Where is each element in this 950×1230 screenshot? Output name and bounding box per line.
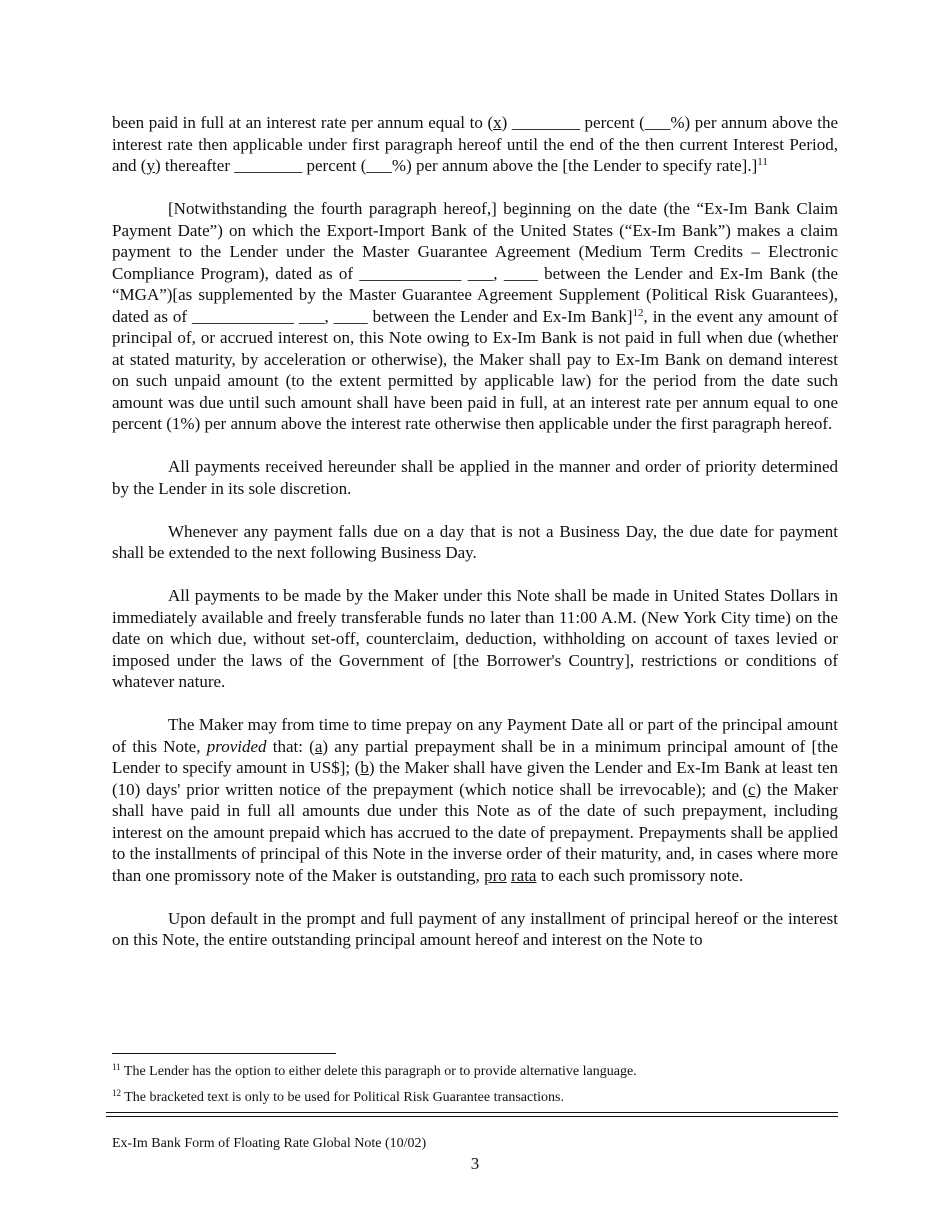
text-run: ) any partial prepayment shall be in a minimum principal amount of [the Lender to specify amount in US$]; (	[112, 736, 838, 777]
underlined-text: c	[747, 779, 756, 799]
paragraph	[112, 521, 838, 564]
text-run: ) thereafter ________ percent (___%) per annum above the [the Lender to specify rate].]	[154, 156, 758, 175]
text-run: that: (	[266, 736, 315, 756]
footnote-separator	[112, 1053, 336, 1054]
italic-text: provided	[206, 736, 267, 756]
footnote-reference: 12	[632, 306, 644, 319]
paragraph	[112, 456, 838, 499]
note-body	[112, 112, 838, 972]
footnote-number: 12	[112, 1088, 121, 1098]
footnote	[112, 1089, 838, 1107]
text-run: ) ________ percent (___%) per annum above the interest rate then applicable under first paragraph hereof until the end of the then current Interest Period, and (	[112, 113, 838, 175]
text-run: ) the Maker shall have given the Lender and Ex-Im Bank at least ten (10) days' prior written notice of the prepayment (which notice shall be irrevocable); and (	[112, 758, 839, 799]
text-run: Upon default in the prompt and full payment of any installment of principal hereof or the interest on this Note, the entire outstanding principal amount hereof and interest on the Note to	[112, 908, 838, 949]
underlined-text: y	[146, 156, 155, 175]
footnote	[112, 1063, 838, 1081]
underlined-text: pro	[484, 865, 507, 885]
footnote-reference: 11	[757, 156, 768, 168]
text-run: to each such promissory note.	[536, 865, 744, 885]
text-run: All payments to be made by the Maker under this Note shall be made in United States Dollars in immediately available and freely transferable funds no later than 11:00 A.M. (New York City time) on the date on which due, without set-off, counterclaim, deduction, withholding on account of taxes levied or imposed under the laws of the Government of [the Borrower's Country], restrictions or conditions of whatever nature.	[112, 586, 838, 691]
text-run: Whenever any payment falls due on a day that is not a Business Day, the due date for payment shall be extended to the next following Business Day.	[112, 521, 838, 562]
text-run: All payments received hereunder shall be applied in the manner and order of priority determined by the Lender in its sole discretion.	[112, 457, 838, 498]
text-run: been paid in full at an interest rate per annum equal to (	[112, 113, 494, 132]
underlined-text: rata	[510, 865, 537, 885]
footnote-text: The bracketed text is only to be used for Political Risk Guarantee transactions.	[121, 1090, 564, 1105]
footnote-text: The Lender has the option to either delete this paragraph or to provide alternative language.	[120, 1064, 637, 1079]
page-number: 3	[470, 1154, 480, 1173]
text-run: ) the Maker shall have paid in full all amounts due under this Note as of the date of such prepayment, including interest on the amount prepaid which has accrued to the date of prepayment. Prepayments shall be applied to the installments of principal of this Note in the inverse order of their maturity, and, in cases where more than one promissory note of the Maker is outstanding,	[112, 779, 838, 885]
paragraph	[112, 198, 838, 435]
text-run: [Notwithstanding the fourth paragraph hereof,] beginning on the date (the “Ex-Im Bank Claim Payment Date”) on which the Export-Import Bank of the United States (“Ex-Im Bank”) makes a claim payment to the Lender under the Master Guarantee Agreement (Medium Term Credits – Electronic Compliance Program), dated as of ____________ ___, ____ between the Lender and Ex-Im Bank (the “MGA”)[as supplemented by the Master Guarantee Agreement Supplement (Political Risk Guarantees), dated as of ____________ ___, ____ between the Lender and Ex-Im Bank]	[112, 199, 838, 326]
paragraph	[112, 714, 838, 886]
underlined-text: b	[360, 758, 369, 777]
footnotes	[112, 1063, 838, 1115]
underlined-text: x	[493, 113, 502, 132]
paragraph	[112, 908, 838, 951]
paragraph	[112, 112, 838, 177]
text-run: , in the event any amount of principal of, or accrued interest on, this Note owing to Ex-Im Bank is not paid in full when due (whether at stated maturity, by acceleration or otherwise), the Maker shall pay to Ex-Im Bank on demand interest on such unpaid amount (to the extent permitted by applicable law) for the period from the date such amount was due until such amount shall have been paid in full, at an interest rate per annum equal to one percent (1%) per annum above the interest rate otherwise then applicable under the first paragraph hereof.	[112, 306, 838, 433]
paragraph	[112, 585, 838, 693]
text-run: The Maker may from time to time prepay on any Payment Date all or part of the principal amount of this Note,	[112, 715, 838, 756]
underlined-text: a	[314, 736, 323, 756]
footnote-number: 11	[112, 1062, 121, 1072]
footer-title: Ex-Im Bank Form of Floating Rate Global Note (10/02)	[112, 1136, 427, 1151]
footer-rule	[106, 1112, 838, 1117]
